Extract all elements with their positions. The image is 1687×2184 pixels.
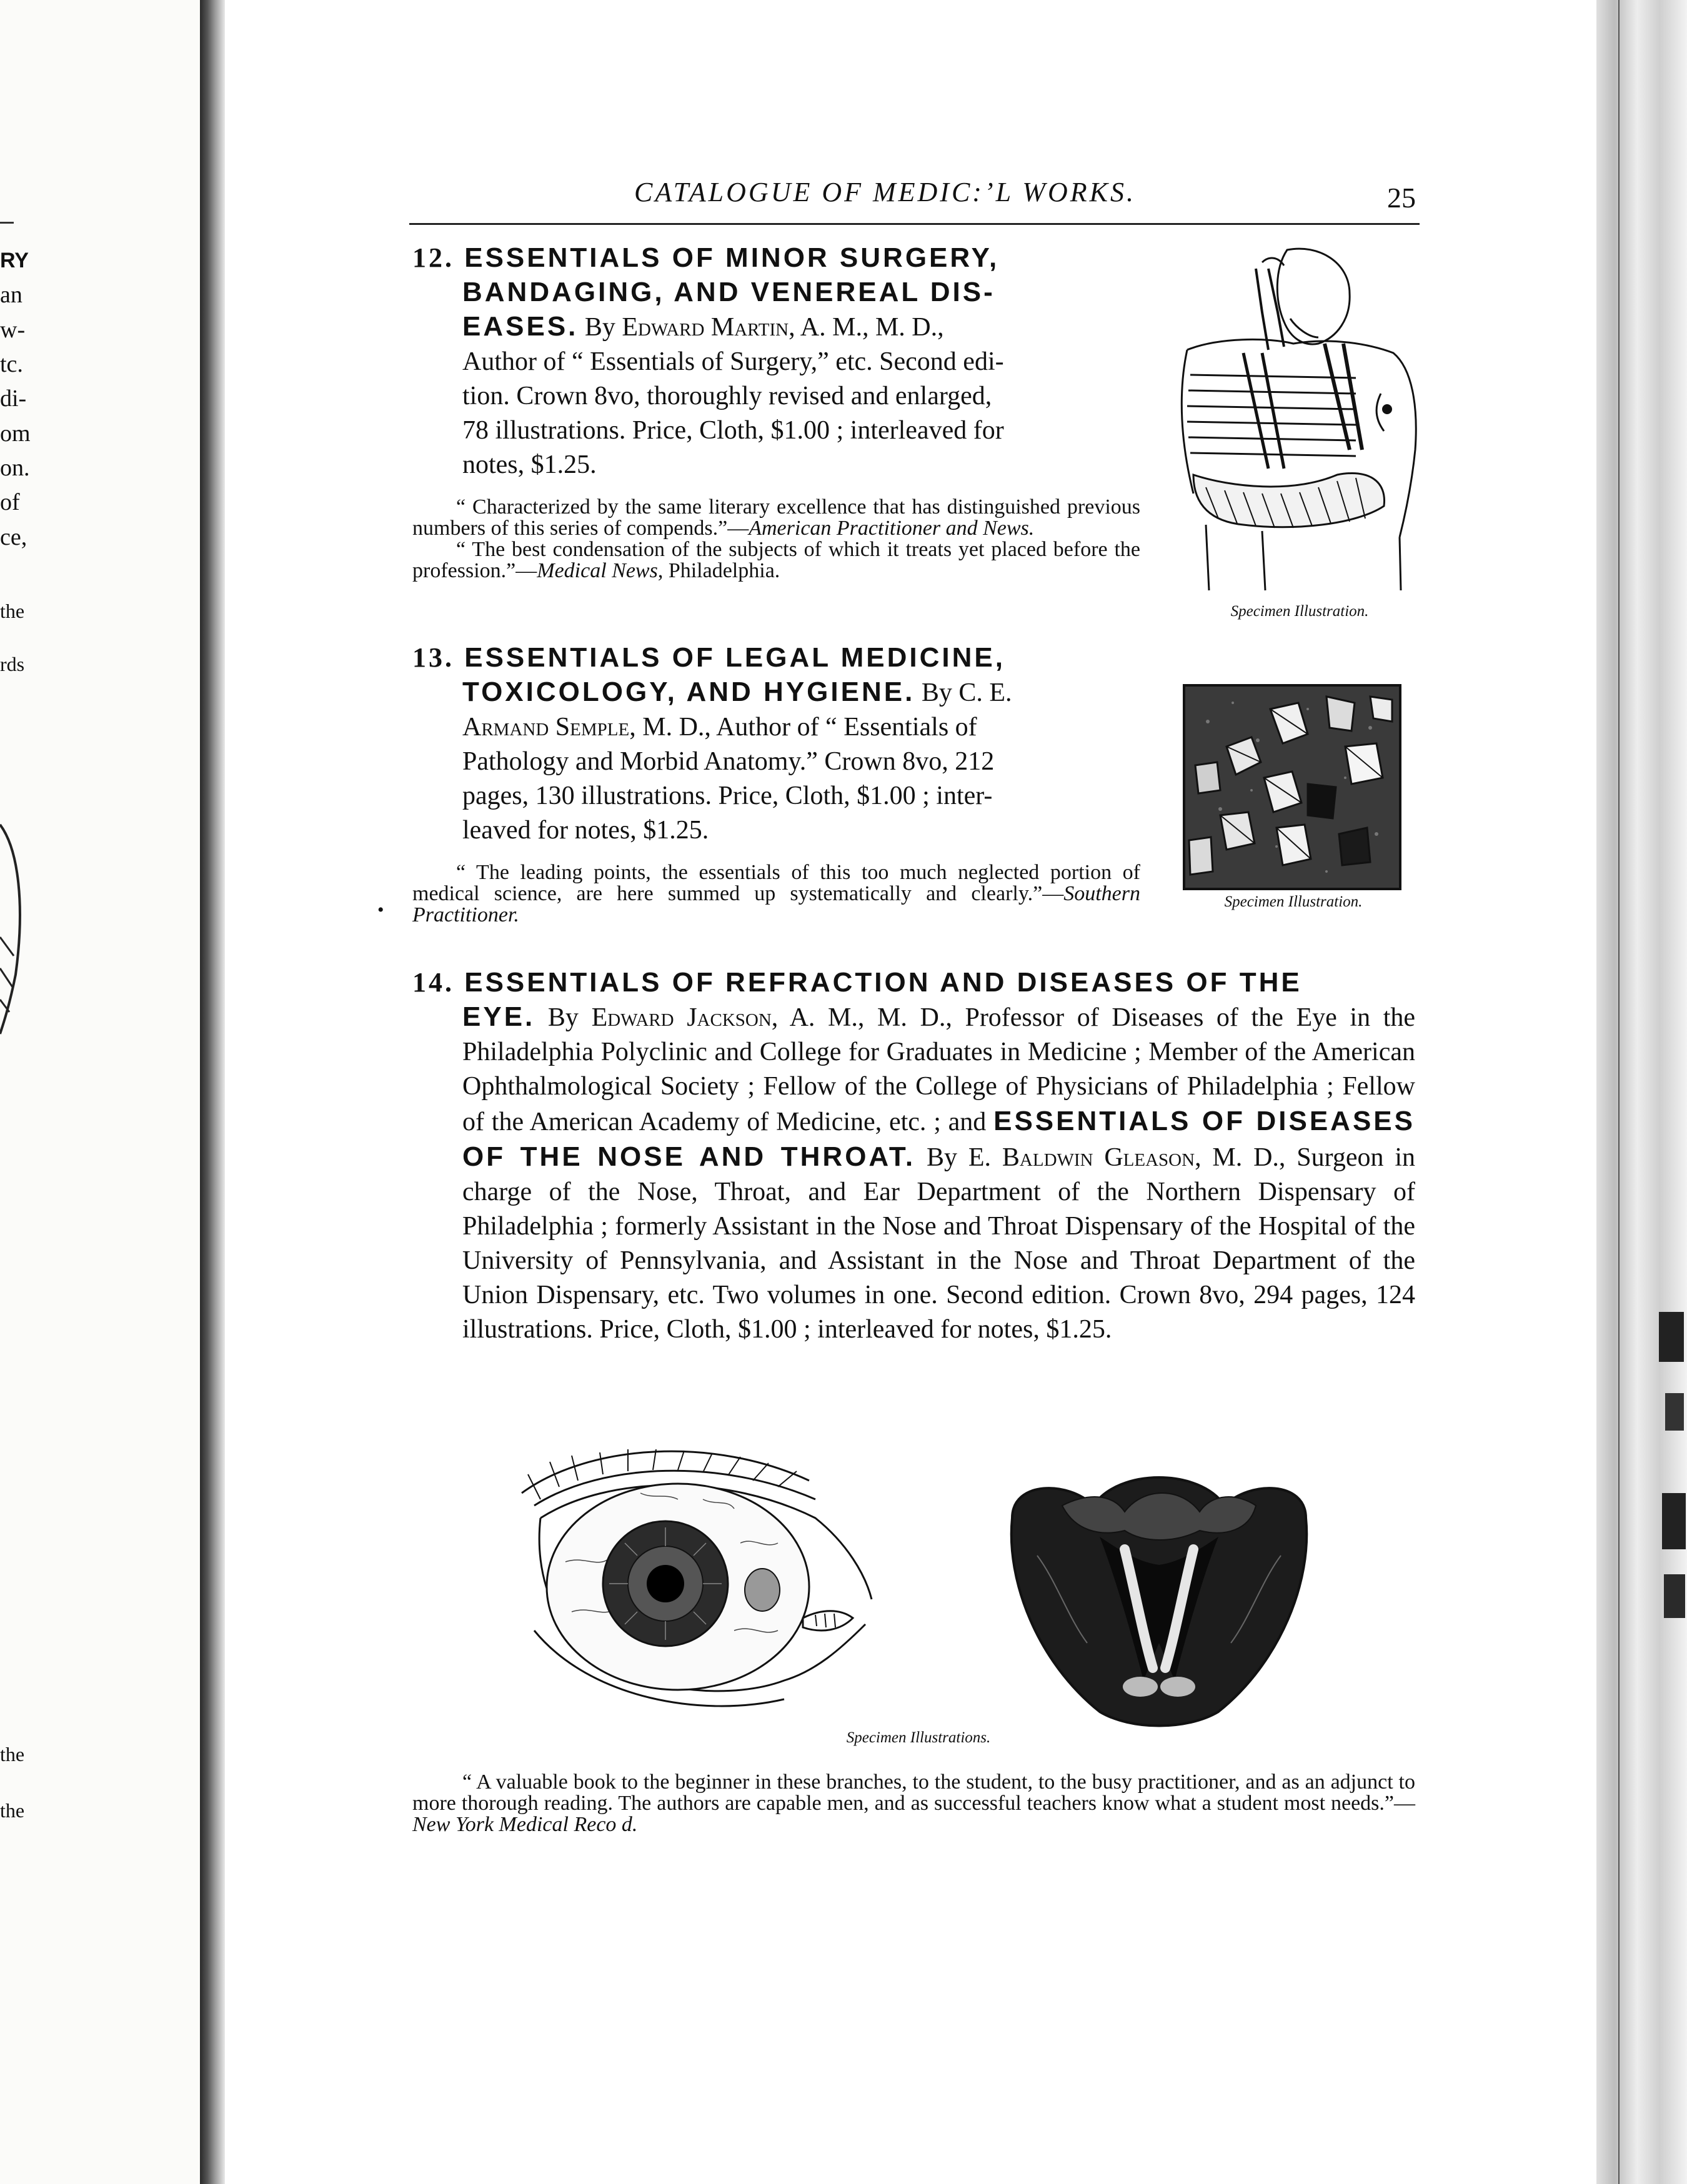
- quote-source: Medical News: [537, 559, 658, 582]
- entry-body-line: notes, $1.25.: [462, 450, 597, 479]
- facing-page-fragment: the: [0, 600, 25, 622]
- quote-text: “ A valuable book to the beginner in these branches, to the student, to the busy practitioner, and as an adjunct to more thorough reading. The authors are capable men, and as successful teachers know what a student most needs.”—: [412, 1770, 1415, 1815]
- entry-body-line: 78 illustrations. Price, Cloth, $1.00 ; interleaved for: [462, 416, 1004, 445]
- illustration-caption: Specimen Illustration.: [1224, 893, 1363, 910]
- author-name: Baldwin Gleason: [1002, 1143, 1195, 1172]
- author-degrees: , M. D., Author of “ Essentials of: [629, 713, 977, 742]
- facing-page-fragment: tc.: [0, 351, 23, 377]
- author-name: Edward Martin: [622, 313, 789, 342]
- larynx-illustration: [1000, 1456, 1318, 1730]
- illustration-caption: Specimen Illustration.: [1230, 603, 1369, 620]
- entry-heading: ESSENTIALS OF DISEASES OF THE NOSE AND THROAT.: [462, 1106, 1415, 1172]
- quote-text: “ The leading points, the essentials of this too much neglected portion of medical science, are here summed up systematically and clearly.”—: [412, 861, 1140, 905]
- margin-mark: •: [377, 900, 384, 920]
- facing-page-illustration-fragment: [0, 812, 25, 1037]
- entry-14: [412, 965, 1415, 1347]
- binding-gutter: [200, 0, 225, 2184]
- review-quote: [412, 1772, 1415, 1835]
- facing-page-fragment: RY: [0, 249, 29, 272]
- entry-heading: ESSENTIALS OF REFRACTION AND DISEASES OF THE: [464, 967, 1302, 998]
- entry-heading: EASES.: [462, 311, 579, 342]
- author-degrees: , A. M., M. D.,: [789, 313, 944, 342]
- facing-page-fragment: rds: [0, 653, 25, 675]
- entry-number: 13.: [412, 642, 454, 673]
- entry-heading: ESSENTIALS OF MINOR SURGERY,: [464, 242, 1000, 273]
- entry-body-text: , A. M., M. D., Professor of Diseases of the Eye in the Philadelphia Polyclinic and College for Graduates in Medicine ; Member of the American Ophthalmological Society ; Fellow of the College of Physicians of Philadelphia ; Fellow of the American Academy of Medicine, etc. ; and: [462, 1003, 1416, 1136]
- eye-illustration: [515, 1449, 878, 1724]
- entry-heading: TOXICOLOGY, AND HYGIENE.: [462, 677, 915, 707]
- entry-body-line: tion. Crown 8vo, thoroughly revised and enlarged,: [462, 382, 992, 410]
- bandaged-patient-illustration: [1168, 244, 1431, 593]
- entry-body-line: Author of “ Essentials of Surgery,” etc. Second edi-: [462, 347, 1004, 376]
- quote-text: “ Characterized by the same literary excellence that has distinguished previous numbers of this series of compends.”—: [412, 495, 1140, 540]
- facing-page-fragment: the: [0, 1799, 25, 1822]
- author-by: By C. E.: [921, 678, 1012, 707]
- author-by: By: [584, 313, 615, 342]
- entry-body-line: Pathology and Morbid Anatomy.” Crown 8vo, 212: [462, 747, 995, 776]
- quote-source: American Practitioner and News.: [749, 517, 1035, 540]
- facing-page-fragment: the: [0, 1743, 25, 1765]
- quote-source: New York Medical Reco d.: [412, 1813, 638, 1836]
- illustration-caption: Specimen Illustrations.: [846, 1729, 991, 1746]
- review-quote: [412, 862, 1140, 926]
- facing-page-rule: [0, 222, 14, 224]
- facing-page-fragment: an: [0, 282, 22, 308]
- entry-heading: BANDAGING, AND VENEREAL DIS-: [462, 277, 995, 307]
- header-rule: [409, 223, 1420, 225]
- page-stack-edge: [1596, 0, 1687, 2184]
- quote-text: “ The best condensation of the subjects of which it treats yet placed before the profession.”—: [412, 538, 1140, 582]
- facing-page-fragment: w-: [0, 317, 26, 343]
- author-name: Armand Semple: [462, 713, 630, 742]
- crystals-micrograph-illustration: [1183, 684, 1401, 890]
- facing-page-fragment: ce,: [0, 524, 27, 550]
- entry-body-line: leaved for notes, $1.25.: [462, 816, 709, 845]
- entry-heading: ESSENTIALS OF LEGAL MEDICINE,: [464, 642, 1005, 673]
- entry-heading: EYE.: [462, 1001, 535, 1032]
- entry-12: [412, 241, 1150, 482]
- entry-body-text: , M. D., Surgeon in charge of the Nose, Throat, and Ear Department of the Northern Dispensary of Philadelphia ; formerly Assistant in the Nose and Throat Dispensary of the Hospital of the University of Pennsylvania, and Assistant in the Nose and Throat Department of the Union Dispensary, etc. Two volumes in one. Second edition. Crown 8vo, 294 pages, 124 illustrations. Price, Cloth, $1.00 ; interleaved for notes, $1.25.: [462, 1143, 1416, 1344]
- running-header: CATALOGUE OF MEDIC:’L WORKS.: [634, 177, 1136, 207]
- author-by: By: [547, 1003, 579, 1032]
- review-quote: [412, 497, 1140, 582]
- entry-number: 14.: [412, 967, 454, 998]
- facing-page-fragment: om: [0, 420, 31, 447]
- author-by: By E.: [927, 1143, 992, 1172]
- entry-body-line: pages, 130 illustrations. Price, Cloth, $1.00 ; inter-: [462, 782, 993, 810]
- page-number: 25: [1387, 182, 1416, 214]
- author-name: Edward Jackson: [591, 1003, 772, 1032]
- quote-place: , Philadelphia.: [657, 559, 780, 582]
- facing-page-fragment: on.: [0, 455, 30, 481]
- facing-page-fragment: di-: [0, 385, 27, 412]
- quote-source: Southern Practitioner.: [412, 882, 1140, 926]
- facing-page-fragment: of: [0, 489, 20, 515]
- entry-13: [412, 640, 1150, 848]
- entry-number: 12.: [412, 242, 454, 273]
- facing-page: [0, 0, 209, 2184]
